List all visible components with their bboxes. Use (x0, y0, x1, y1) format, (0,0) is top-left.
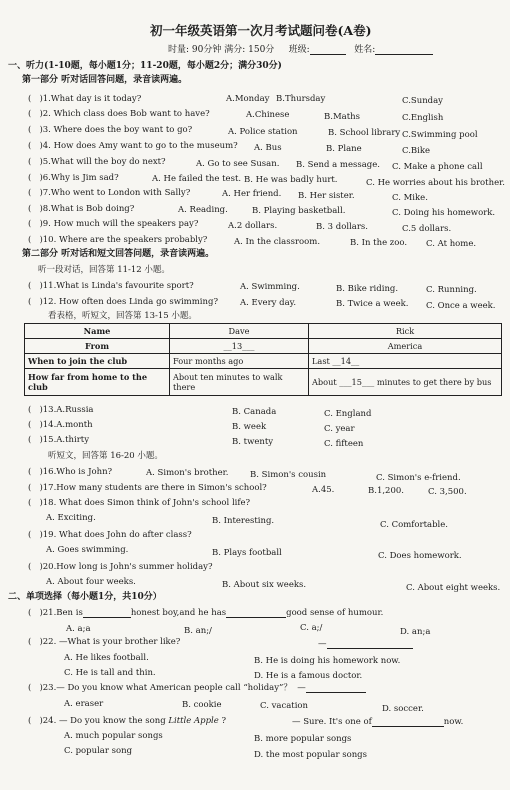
q20-c: C. About eight weeks. (406, 583, 501, 593)
q4-a: A. Bus (254, 143, 282, 153)
q15-c: C. fifteen (324, 439, 364, 449)
name-blank (375, 46, 433, 55)
q12-a: A. Every day. (240, 298, 297, 308)
q7-a: A. Her friend. (222, 189, 282, 199)
q23-a: A. eraser (64, 699, 104, 709)
q23-blank (306, 684, 366, 693)
q17-b: B.1,200. (368, 486, 404, 496)
q4-b: B. Plane (326, 144, 362, 154)
name-label: 姓名: (354, 45, 376, 55)
q19: ( )19. What does John do after class? (28, 530, 192, 540)
q12-c: C. Once a week. (426, 301, 496, 311)
song-title: Little Apple (168, 716, 219, 726)
part1-heading: 第一部分 听对话回答问题，录音读两遍。 (22, 75, 188, 85)
q24-c: C. popular song (64, 746, 133, 756)
q18-c: C. Comfortable. (380, 520, 448, 530)
q22-d: D. He is a famous doctor. (254, 671, 363, 681)
q19-c: C. Does homework. (378, 551, 462, 561)
score-label: 满分: 150分 (224, 45, 275, 55)
q8-a: A. Reading. (178, 205, 228, 215)
q12: ( )12. How often does Linda go swimming? (28, 297, 218, 307)
section1-heading: 一、听力(1-10题，每小题1分；11-20题，每小题2分；满分30分) (8, 61, 282, 71)
q6-c: C. He worries about his brother. (366, 178, 505, 188)
q16-a: A. Simon's brother. (146, 468, 229, 478)
q24-a: A. much popular songs (64, 731, 163, 741)
dave-far: About ten minutes to walk there (170, 369, 309, 396)
q17-c: C. 3,500. (428, 487, 467, 497)
q9: ( )9. How much will the speakers pay? (28, 219, 199, 229)
q13-c: C. England (324, 409, 372, 419)
q9-a: A.2 dollars. (228, 221, 278, 231)
class-blank (310, 46, 346, 55)
q7-b: B. Her sister. (298, 191, 355, 201)
q10-a: A. In the classroom. (234, 237, 321, 247)
q11-b: B. Bike riding. (336, 284, 399, 294)
th-dave: Dave (170, 324, 309, 339)
q17: ( )17.How many students are there in Simon's school? (28, 483, 267, 493)
q24: ( )24. — Do you know the song Little Apple ? (28, 716, 227, 726)
q7-c: C. Mike. (392, 193, 428, 203)
q1-a: A.Monday (226, 94, 270, 104)
class-label: 班级: (288, 45, 310, 55)
q10: ( )10. Where are the speakers probably? (28, 235, 208, 245)
q9-c: C.5 dollars. (402, 224, 452, 234)
q6-b: B. He was badly hurt. (244, 175, 338, 185)
q14: ( )14.A.month (28, 420, 93, 430)
q22-c: C. He is tall and thin. (64, 668, 156, 678)
club-table (24, 323, 502, 396)
q12-b: B. Twice a week. (336, 299, 409, 309)
q3: ( )3. Where does the boy want to go? (28, 125, 193, 135)
q21-a: A. a;a (66, 624, 91, 634)
q18: ( )18. What does Simon think of John's school life? (28, 498, 251, 508)
q5-c: C. Make a phone call (392, 162, 483, 172)
q16: ( )16.Who is John? (28, 467, 113, 477)
q22: ( )22. —What is your brother like? (28, 637, 181, 647)
row-far-label: How far from home to the club (25, 369, 170, 396)
passage-intro: 听短文，回答第 16-20 小题。 (48, 451, 163, 461)
q20-a: A. About four weeks. (46, 577, 136, 587)
q2-c: C.English (402, 113, 444, 123)
q15: ( )15.A.thirty (28, 435, 90, 445)
q1: ( )1.What day is it today? (28, 94, 142, 104)
exam-title: 初一年级英语第一次月考试题问卷(A卷) (150, 23, 372, 38)
part2-sub1: 听一段对话，回答第 11-12 小题。 (38, 265, 170, 275)
q21-d: D. an;a (400, 627, 431, 637)
q9-b: B. 3 dollars. (316, 222, 368, 232)
q3-c: C.Swimming pool (402, 130, 478, 140)
q16-b: B. Simon's cousin (250, 470, 327, 480)
q8-c: C. Doing his homework. (392, 208, 496, 218)
q22-blank (327, 640, 413, 649)
section2-heading: 二、单项选择（每小题1分，共10分） (8, 592, 162, 602)
q13-b: B. Canada (232, 407, 277, 417)
row-join-label: When to join the club (25, 354, 170, 369)
q23-b: B. cookie (182, 700, 222, 710)
q24-b: B. more popular songs (254, 734, 352, 744)
q21-blank1 (83, 609, 131, 618)
q23: ( )23.— Do you know what American people call “holiday”？ — (28, 683, 366, 693)
q16-c: C. Simon's e-friend. (376, 473, 461, 483)
q4-c: C.Bike (402, 146, 431, 156)
q6-a: A. He failed the test. (152, 174, 242, 184)
q3-a: A. Police station (228, 127, 298, 137)
th-rick: Rick (309, 324, 502, 339)
q22-b: B. He is doing his homework now. (254, 656, 401, 666)
q22-a: A. He likes football. (64, 653, 149, 663)
q19-b: B. Plays football (212, 548, 282, 558)
q8: ( )8.What is Bob doing? (28, 204, 135, 214)
q5: ( )5.What will the boy do next? (28, 157, 166, 167)
q11-a: A. Swimming. (240, 282, 300, 292)
q24-reply: — Sure. It's one of now. (292, 717, 464, 727)
time-label: 时量: 90分钟 (168, 45, 222, 55)
q18-b: B. Interesting. (212, 516, 275, 526)
rick-far: About ___15___ minutes to get there by bus (309, 369, 502, 396)
q8-b: B. Playing basketball. (252, 206, 346, 216)
q2-a: A.Chinese (246, 110, 290, 120)
q10-c: C. At home. (426, 239, 477, 249)
rick-from: America (309, 339, 502, 354)
q3-b: B. School library (328, 128, 401, 138)
q15-b: B. twenty (232, 437, 274, 447)
q5-a: A. Go to see Susan. (196, 159, 280, 169)
q20: ( )20.How long is John's summer holiday? (28, 562, 213, 572)
q23-c: C. vacation (260, 701, 309, 711)
q5-b: B. Send a message. (296, 160, 380, 170)
q2-b: B.Maths (324, 112, 360, 122)
q1-c: C.Sunday (402, 96, 443, 106)
q7: ( )7.Who went to London with Sally? (28, 188, 191, 198)
q20-b: B. About six weeks. (222, 580, 307, 590)
q13: ( )13.A.Russia (28, 405, 94, 415)
rick-join: Last __14__ (309, 354, 502, 369)
q1-b: B.Thursday (276, 94, 326, 104)
q22-reply: — (318, 639, 413, 649)
q6: ( )6.Why is Jim sad? (28, 173, 119, 183)
row-from-label: From (25, 339, 170, 354)
q24-blank (372, 718, 444, 727)
q23-d: D. soccer. (382, 704, 424, 714)
q2: ( )2. Which class does Bob want to have? (28, 109, 210, 119)
q21-c: C. a;/ (300, 623, 323, 633)
dave-from: __13___ (170, 339, 309, 354)
table-intro: 看表格，听短文，回答第 13-15 小题。 (48, 311, 197, 321)
th-name: Name (25, 324, 170, 339)
q14-c: C. year (324, 424, 355, 434)
part2-heading: 第二部分 听对话和短文回答问题，录音读两遍。 (22, 249, 215, 259)
q17-a: A.45. (312, 485, 335, 495)
q19-a: A. Goes swimming. (46, 545, 129, 555)
q21-b: B. an;/ (184, 626, 212, 636)
q11: ( )11.What is Linda's favourite sport? (28, 281, 194, 291)
q18-a: A. Exciting. (46, 513, 96, 523)
q14-b: B. week (232, 422, 267, 432)
q21: ( )21.Ben is honest boy,and he has good sense of humour. (28, 608, 384, 618)
q21-blank2 (226, 609, 286, 618)
q24-d: D. the most popular songs (254, 750, 367, 760)
q11-c: C. Running. (426, 285, 477, 295)
q10-b: B. In the zoo. (350, 238, 408, 248)
dave-join: Four months ago (170, 354, 309, 369)
q4: ( )4. How does Amy want to go to the museum? (28, 141, 238, 151)
exam-meta (168, 45, 433, 55)
